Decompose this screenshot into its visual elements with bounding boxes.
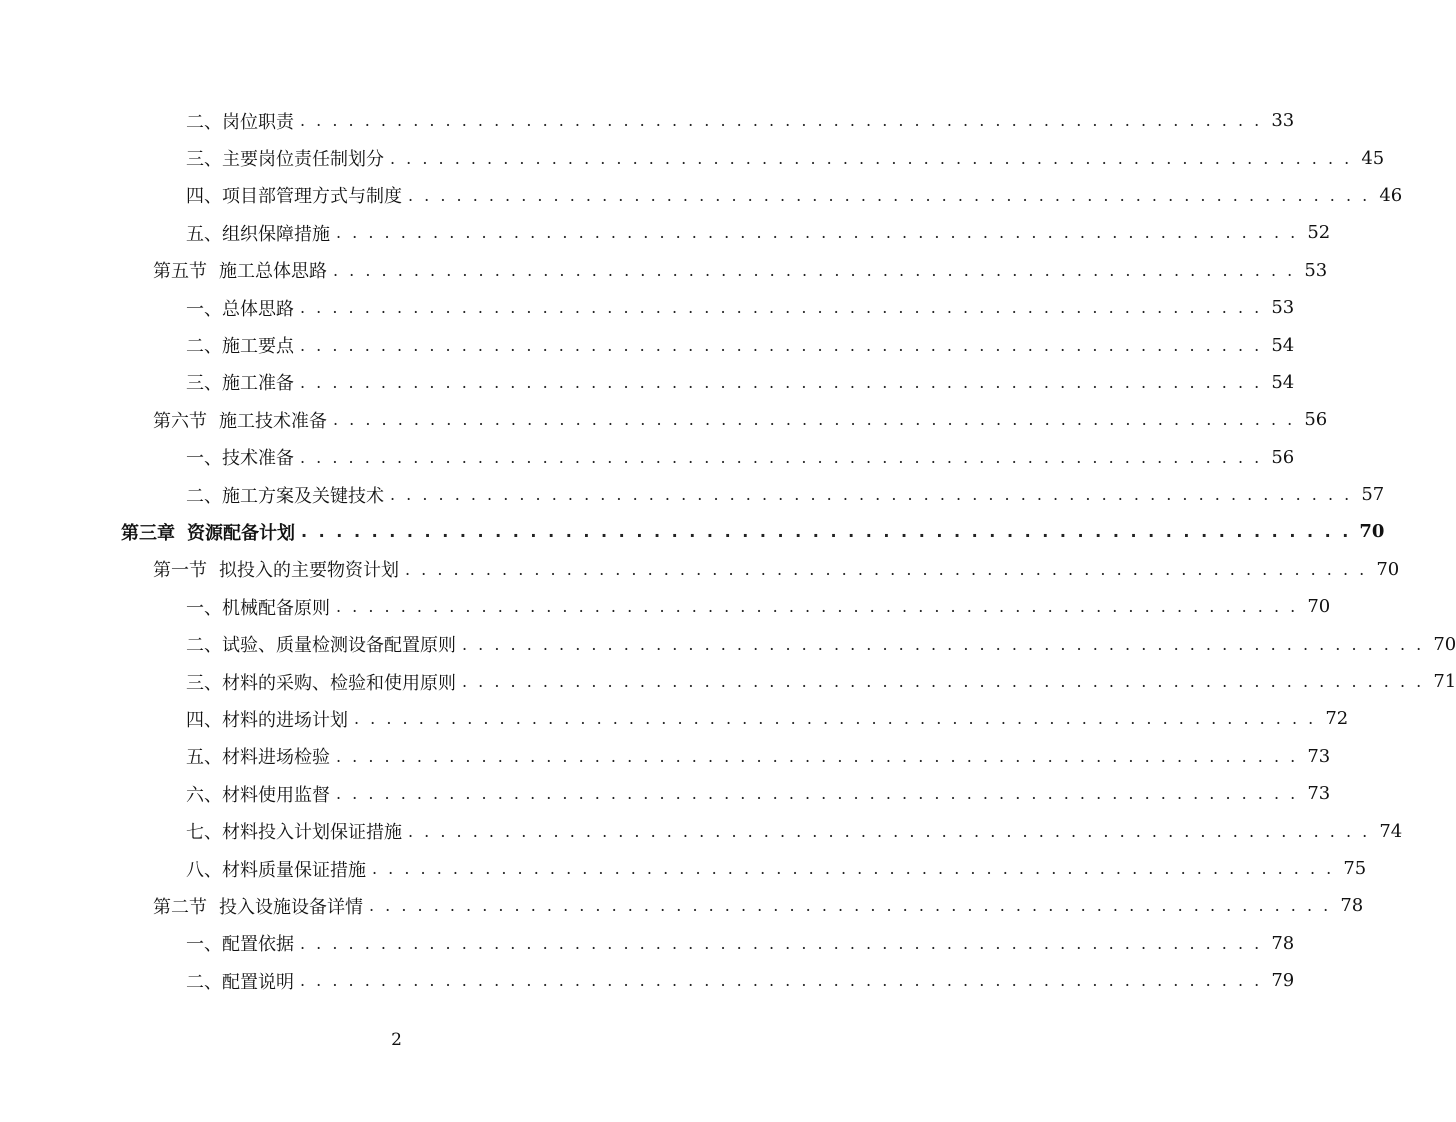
toc-entry[interactable]	[0, 102, 1295, 139]
toc-entry-page: 79	[1271, 970, 1295, 992]
toc-entry-page: 74	[1379, 820, 1403, 842]
toc-entry-page: 56	[1271, 446, 1295, 468]
toc-leader-dots: . . . . . . . . . . . . . . . . . . . . . . . . . . . . . . . . . . . . . . . . . . . . . . . . . . . . . . . . . . . .	[408, 185, 1371, 205]
toc-entry[interactable]	[0, 139, 1385, 176]
toc-entry-page: 78	[1340, 895, 1364, 917]
toc-entry-page: 78	[1271, 932, 1295, 954]
toc-leader-dots: . . . . . . . . . . . . . . . . . . . . . . . . . . . . . . . . . . . . . . . . . . . . . . . . . . . . . . . . . . . .	[462, 672, 1425, 692]
toc-leader-dots: . . . . . . . . . . . . . . . . . . . . . . . . . . . . . . . . . . . . . . . . . . . . . . . . . . . . . . . . . . . .	[462, 634, 1425, 654]
toc-entry-number: 第三章	[121, 522, 175, 544]
toc-entry[interactable]	[0, 439, 1295, 476]
toc-entry-page: 53	[1304, 259, 1328, 281]
toc-entry-page: 46	[1379, 184, 1403, 206]
toc-leader-dots: . . . . . . . . . . . . . . . . . . . . . . . . . . . . . . . . . . . . . . . . . . . . . . . . . . . . . . . . . . . .	[390, 148, 1353, 168]
toc-entry-page: 72	[1325, 708, 1349, 730]
toc-entry-title: 三、施工准备	[186, 373, 294, 395]
toc-leader-dots: . . . . . . . . . . . . . . . . . . . . . . . . . . . . . . . . . . . . . . . . . . . . . . . . . . . . . . . . . . . .	[354, 709, 1317, 729]
toc-entry-title: 投入设施设备详情	[219, 896, 363, 918]
toc-entry[interactable]	[0, 812, 1403, 849]
toc-entry[interactable]	[0, 625, 1456, 662]
toc-entry-number: 第二节	[153, 896, 207, 918]
toc-leader-dots: . . . . . . . . . . . . . . . . . . . . . . . . . . . . . . . . . . . . . . . . . . . . . . . . . . . . . . . . . . . .	[408, 821, 1371, 841]
toc-entry-title: 二、岗位职责	[186, 111, 294, 133]
toc-entry[interactable]	[0, 551, 1400, 588]
toc-entry-page: 57	[1361, 484, 1385, 506]
toc-leader-dots: . . . . . . . . . . . . . . . . . . . . . . . . . . . . . . . . . . . . . . . . . . . . . . . . . . . . . . . . . . . .	[336, 784, 1299, 804]
toc-entry-title: 资源配备计划	[187, 522, 295, 544]
toc-entry-title: 四、项目部管理方式与制度	[186, 186, 402, 208]
toc-entry-page: 73	[1307, 745, 1331, 767]
toc-entry-number: 第五节	[153, 261, 207, 283]
toc-leader-dots: . . . . . . . . . . . . . . . . . . . . . . . . . . . . . . . . . . . . . . . . . . . . . . . . . . . . . . . . . . . .	[333, 260, 1296, 280]
toc-entry-title: 四、材料的进场计划	[186, 709, 348, 731]
toc-entry-title: 二、施工方案及关键技术	[186, 485, 384, 507]
toc-leader-dots: . . . . . . . . . . . . . . . . . . . . . . . . . . . . . . . . . . . . . . . . . . . . . . . . . . . . . . . . . . . .	[300, 933, 1263, 953]
toc-entry[interactable]	[0, 401, 1328, 438]
toc-leader-dots: . . . . . . . . . . . . . . . . . . . . . . . . . . . . . . . . . . . . . . . . . . . . . . . . . . . . . . . . . . . .	[333, 410, 1296, 430]
toc-entry[interactable]	[0, 513, 1385, 550]
toc-entry[interactable]	[0, 476, 1385, 513]
toc-entry[interactable]	[0, 962, 1295, 999]
toc-leader-dots: . . . . . . . . . . . . . . . . . . . . . . . . . . . . . . . . . . . . . . . . . . . . . . . . . . . . . . . . . . . .	[336, 597, 1299, 617]
toc-entry-page: 54	[1271, 334, 1295, 356]
toc-leader-dots: . . . . . . . . . . . . . . . . . . . . . . . . . . . . . . . . . . . . . . . . . . . . . . . . . . . . . . . . . . . .	[372, 859, 1335, 878]
toc-entry-page: 33	[1271, 110, 1295, 132]
table-of-contents	[0, 102, 1456, 999]
toc-entry-page: 70	[1359, 521, 1385, 543]
toc-entry[interactable]	[0, 700, 1349, 737]
toc-leader-dots: . . . . . . . . . . . . . . . . . . . . . . . . . . . . . . . . . . . . . . . . . . . . . . . . . . . . . . . . . . . .	[300, 298, 1263, 318]
toc-leader-dots: . . . . . . . . . . . . . . . . . . . . . . . . . . . . . . . . . . . . . . . . . . . . . . . . . . . . . . . . . . . .	[301, 522, 1352, 542]
toc-entry-title: 施工技术准备	[219, 410, 327, 432]
toc-entry[interactable]	[0, 663, 1456, 700]
toc-leader-dots: . . . . . . . . . . . . . . . . . . . . . . . . . . . . . . . . . . . . . . . . . . . . . . . . . . . . . . . . . . . .	[336, 746, 1299, 766]
toc-entry-title: 五、材料进场检验	[186, 747, 330, 769]
toc-leader-dots: . . . . . . . . . . . . . . . . . . . . . . . . . . . . . . . . . . . . . . . . . . . . . . . . . . . . . . . . . . . .	[300, 111, 1263, 131]
toc-entry-title: 二、试验、质量检测设备配置原则	[186, 635, 456, 657]
toc-entry-page: 70	[1307, 596, 1331, 618]
toc-entry-title: 二、配置说明	[186, 971, 294, 993]
toc-entry[interactable]	[0, 887, 1364, 924]
toc-entry[interactable]	[0, 588, 1331, 625]
toc-entry-page: 75	[1343, 858, 1367, 879]
toc-leader-dots: . . . . . . . . . . . . . . . . . . . . . . . . . . . . . . . . . . . . . . . . . . . . . . . . . . . . . . . . . . . .	[405, 559, 1368, 579]
toc-entry-page: 54	[1271, 371, 1295, 393]
toc-entry[interactable]	[0, 775, 1331, 812]
toc-entry[interactable]	[0, 252, 1328, 289]
toc-leader-dots: . . . . . . . . . . . . . . . . . . . . . . . . . . . . . . . . . . . . . . . . . . . . . . . . . . . . . . . . . . . .	[300, 447, 1263, 467]
toc-entry[interactable]	[0, 289, 1295, 326]
toc-entry-page: 71	[1433, 671, 1456, 693]
toc-entry-page: 70	[1376, 558, 1400, 580]
toc-entry-page: 56	[1304, 409, 1328, 431]
toc-entry[interactable]	[0, 177, 1403, 214]
toc-entry-page: 53	[1271, 297, 1295, 319]
toc-leader-dots: . . . . . . . . . . . . . . . . . . . . . . . . . . . . . . . . . . . . . . . . . . . . . . . . . . . . . . . . . . . .	[300, 372, 1263, 392]
toc-entry-title: 三、主要岗位责任制划分	[186, 149, 384, 171]
toc-leader-dots: . . . . . . . . . . . . . . . . . . . . . . . . . . . . . . . . . . . . . . . . . . . . . . . . . . . . . . . . . . . .	[390, 485, 1353, 505]
toc-entry-page: 52	[1307, 222, 1331, 244]
toc-entry-title: 一、机械配备原则	[186, 597, 330, 619]
toc-entry-title: 六、材料使用监督	[186, 784, 330, 806]
toc-entry-title: 五、组织保障措施	[186, 223, 330, 245]
toc-entry[interactable]	[0, 850, 1367, 887]
toc-leader-dots: . . . . . . . . . . . . . . . . . . . . . . . . . . . . . . . . . . . . . . . . . . . . . . . . . . . . . . . . . . . .	[300, 335, 1263, 355]
toc-entry-title: 二、施工要点	[186, 336, 294, 358]
toc-entry-title: 一、技术准备	[186, 448, 294, 470]
toc-entry[interactable]	[0, 214, 1331, 251]
toc-entry-page: 45	[1361, 147, 1385, 169]
toc-leader-dots: . . . . . . . . . . . . . . . . . . . . . . . . . . . . . . . . . . . . . . . . . . . . . . . . . . . . . . . . . . . .	[369, 896, 1332, 916]
toc-entry-title: 七、材料投入计划保证措施	[186, 822, 402, 844]
toc-entry-title: 一、总体思路	[186, 298, 294, 320]
toc-entry[interactable]	[0, 738, 1331, 775]
toc-entry[interactable]	[0, 925, 1295, 962]
toc-entry-title: 施工总体思路	[219, 261, 327, 283]
toc-entry[interactable]	[0, 364, 1295, 401]
toc-entry-number: 第六节	[153, 410, 207, 432]
page-number: 2	[391, 1030, 402, 1050]
toc-entry-title: 三、材料的采购、检验和使用原则	[186, 672, 456, 694]
toc-entry-title: 拟投入的主要物资计划	[219, 560, 399, 582]
toc-entry-page: 70	[1433, 633, 1456, 655]
toc-entry[interactable]	[0, 326, 1295, 363]
toc-entry-page: 73	[1307, 783, 1331, 805]
toc-entry-number: 第一节	[153, 560, 207, 582]
toc-entry-title: 一、配置依据	[186, 934, 294, 956]
toc-entry-title: 八、材料质量保证措施	[186, 859, 366, 881]
toc-leader-dots: . . . . . . . . . . . . . . . . . . . . . . . . . . . . . . . . . . . . . . . . . . . . . . . . . . . . . . . . . . . .	[300, 971, 1263, 991]
toc-leader-dots: . . . . . . . . . . . . . . . . . . . . . . . . . . . . . . . . . . . . . . . . . . . . . . . . . . . . . . . . . . . .	[336, 223, 1299, 243]
